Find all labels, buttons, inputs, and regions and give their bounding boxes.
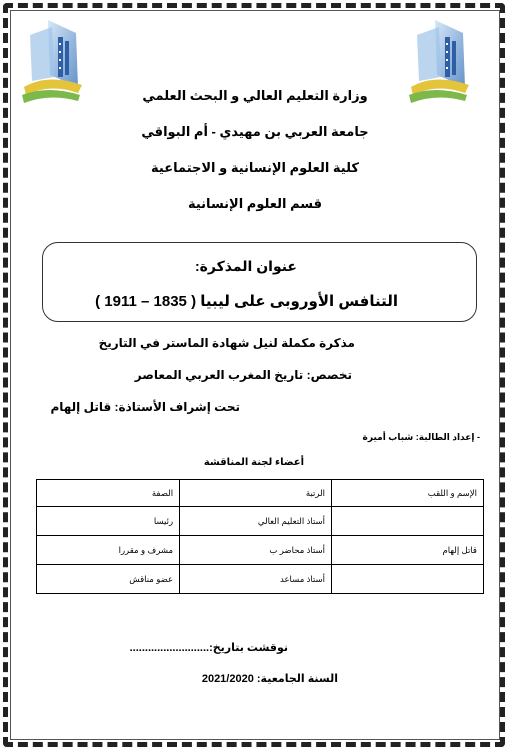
thesis-title-box	[42, 242, 477, 322]
specialty: تخصص: تاريخ المغرب العربي المعاصر	[134, 368, 352, 382]
member-name	[332, 565, 484, 594]
member-name: قاتل إلهام	[332, 536, 484, 565]
member-name	[332, 507, 484, 536]
column-header-rank: الرتبة	[180, 480, 332, 507]
table-header-row	[37, 480, 484, 507]
student: - إعداد الطالبة: شباب أميرة	[362, 432, 480, 442]
table-row	[37, 565, 484, 594]
faculty-name: كلية العلوم الإنسانية و الاجتماعية	[151, 160, 359, 175]
member-role: رئيسا	[37, 507, 180, 536]
thesis-title-label: عنوان المذكرة:	[195, 258, 297, 274]
ministry-name: وزارة التعليم العالي و البحث العلمي	[142, 88, 368, 103]
column-header-name: الإسم و اللقب	[332, 480, 484, 507]
supervisor: تحت إشراف الأستاذة: قاتل إلهام	[50, 400, 240, 414]
member-rank: أستاذ التعليم العالي	[180, 507, 332, 536]
committee-table	[36, 479, 484, 594]
committee-heading: أعضاء لجنة المناقشة	[203, 457, 304, 468]
thesis-title: التنافس الأوروبى على ليبيا ( 1835 – 1911 )	[95, 293, 398, 310]
column-header-role: الصفة	[37, 480, 180, 507]
member-rank: أستاذ محاضر ب	[180, 536, 332, 565]
member-role: مشرف و مقررا	[37, 536, 180, 565]
degree-statement: مذكرة مكملة لنيل شهادة الماستر في التاريخ	[98, 336, 355, 350]
table-row	[37, 507, 484, 536]
member-role: عضو مناقش	[37, 565, 180, 594]
department-name: قسم العلوم الإنسانية	[187, 196, 323, 211]
table-row	[37, 536, 484, 565]
member-rank: أستاذ مساعد	[180, 565, 332, 594]
academic-year: السنة الجامعية: 2021/2020	[201, 673, 338, 685]
defense-date: نوقشت بتاريخ:..........................	[129, 642, 288, 654]
university-name: جامعة العربي بن مهيدي - أم البواقي	[141, 124, 369, 139]
